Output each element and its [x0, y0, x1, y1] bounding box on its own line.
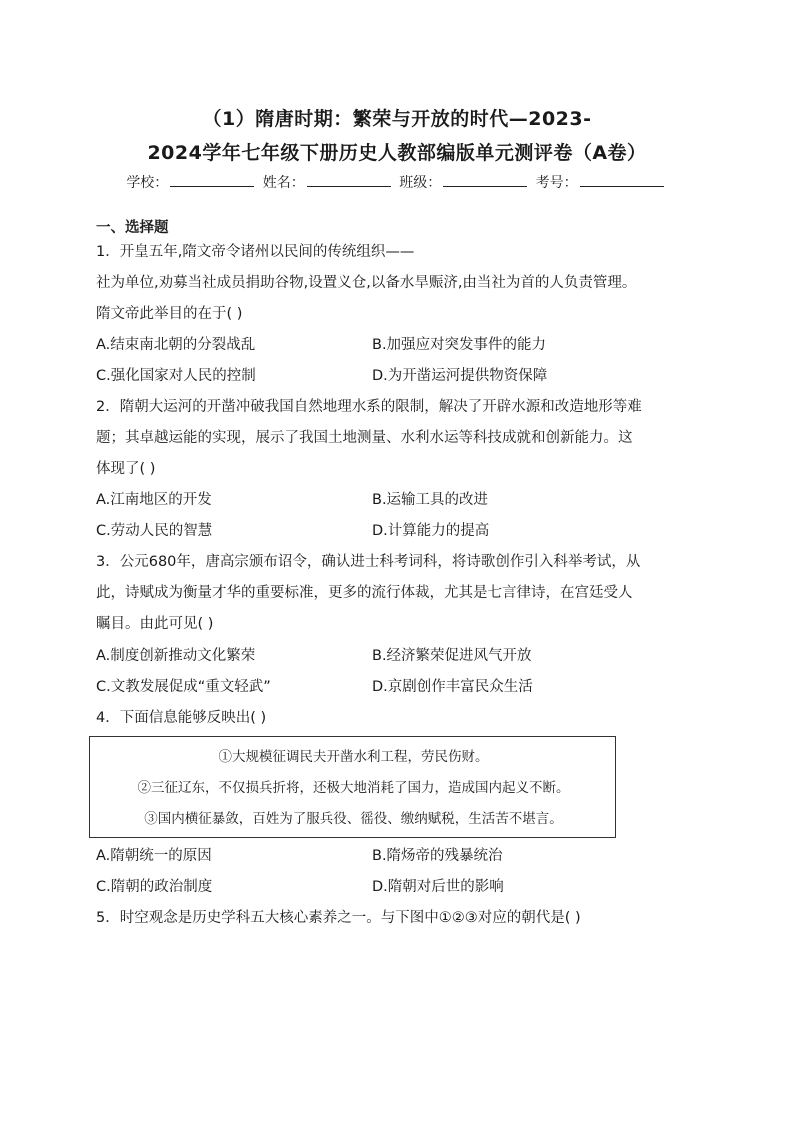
class-blank[interactable]: [443, 174, 527, 187]
question-4-line-1: 4．下面信息能够反映出( ): [96, 710, 267, 726]
class-label: 班级：: [399, 175, 442, 191]
name-blank[interactable]: [307, 174, 391, 187]
question-3-option-b[interactable]: B.经济繁荣促进风气开放: [372, 648, 532, 664]
question-4-option-a[interactable]: A.隋朝统一的原因: [96, 848, 212, 864]
exam-title-line-1: （1）隋唐时期：繁荣与开放的时代—2023-: [202, 108, 592, 130]
question-2-option-d[interactable]: D.计算能力的提高: [372, 523, 490, 539]
source-item-1: ①大规模征调民夫开凿水利工程，劳民伤财。: [218, 749, 489, 765]
question-2-option-a[interactable]: A.江南地区的开发: [96, 492, 212, 508]
question-2-line-2: 题；其卓越运能的实现，展示了我国土地测量、水利水运等科技成就和创新能力。这: [96, 430, 633, 446]
question-4-source-box: [89, 736, 616, 838]
question-1-option-d[interactable]: D.为开凿运河提供物资保障: [372, 368, 548, 384]
question-2-option-b[interactable]: B.运输工具的改进: [372, 492, 489, 508]
question-1-option-c[interactable]: C.强化国家对人民的控制: [96, 368, 256, 384]
question-4-option-d[interactable]: D.隋朝对后世的影响: [372, 879, 504, 895]
source-item-3: ③国内横征暴敛，百姓为了服兵役、徭役、缴纳赋税，生活苦不堪言。: [144, 811, 563, 827]
school-blank[interactable]: [170, 174, 254, 187]
question-1-option-a[interactable]: A.结束南北朝的分裂战乱: [96, 337, 256, 353]
question-3-option-a[interactable]: A.制度创新推动文化繁荣: [96, 648, 256, 664]
question-4-option-c[interactable]: C.隋朝的政治制度: [96, 879, 213, 895]
exam-title-line-2: 2024学年七年级下册历史人教部编版单元测评卷（A卷）: [147, 142, 647, 164]
exam-number-blank[interactable]: [580, 174, 664, 187]
question-1-line-2: 社为单位,劝募当社成员捐助谷物,设置义仓,以备水旱赈济,由当社为首的人负责管理。: [96, 275, 637, 291]
section-heading: 一、选择题: [96, 220, 169, 236]
question-3-option-d[interactable]: D.京剧创作丰富民众生活: [372, 679, 533, 695]
question-4-option-b[interactable]: B.隋炀帝的残暴统治: [372, 848, 503, 864]
question-2-line-3: 体现了( ): [96, 461, 156, 477]
student-info-row: [0, 172, 794, 192]
question-3-line-2: 此，诗赋成为衡量才华的重要标准，更多的流行体裁，尤其是七言律诗，在宫廷受人: [96, 585, 633, 601]
question-3-line-1: 3．公元680年，唐高宗颁布诏令，确认进士科考词科，将诗歌创作引入科举考试，从: [96, 554, 641, 570]
question-5-line-1: 5．时空观念是历史学科五大核心素养之一。与下图中①②③对应的朝代是( ): [96, 910, 581, 926]
question-3-line-3: 瞩目。由此可见( ): [96, 616, 214, 632]
question-1-line-1: 1．开皇五年,隋文帝令诸州以民间的传统组织——: [96, 244, 415, 260]
school-label: 学校：: [126, 175, 169, 191]
question-1-line-3: 隋文帝此举目的在于( ): [96, 306, 243, 322]
question-2-line-1: 2．隋朝大运河的开凿冲破我国自然地理水系的限制，解决了开辟水源和改造地形等难: [96, 399, 642, 415]
question-1-option-b[interactable]: B.加强应对突发事件的能力: [372, 337, 547, 353]
name-label: 姓名：: [262, 175, 305, 191]
question-2-option-c[interactable]: C.劳动人民的智慧: [96, 523, 213, 539]
exam-number-label: 考号：: [535, 175, 578, 191]
source-item-2: ②三征辽东，不仅损兵折将，还极大地消耗了国力，造成国内起义不断。: [137, 780, 570, 796]
question-3-option-c[interactable]: C.文教发展促成“重文轻武”: [96, 679, 271, 695]
